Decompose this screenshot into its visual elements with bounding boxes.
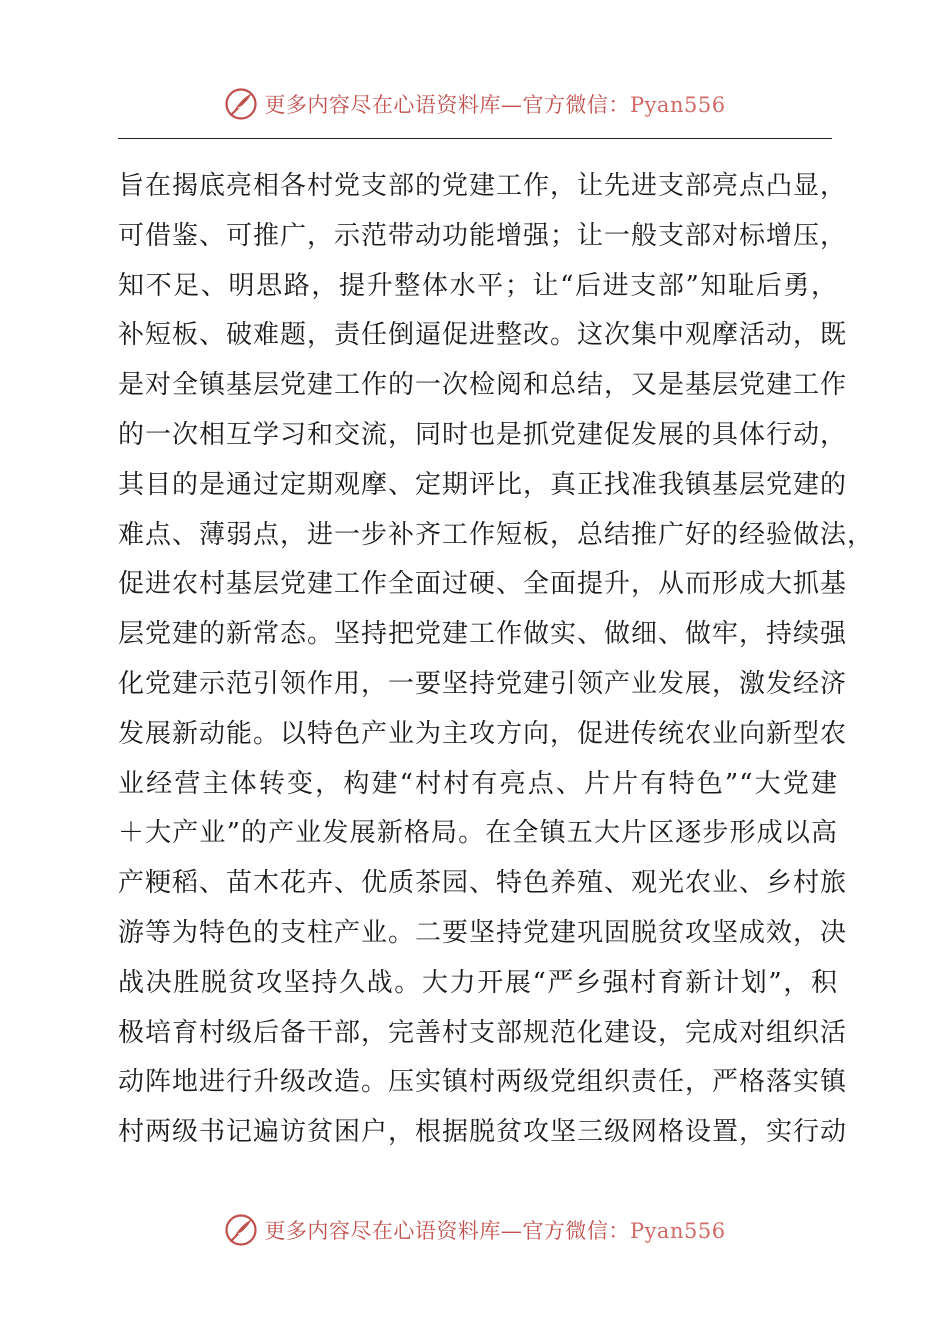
page-header-banner (0, 82, 950, 126)
footer-wechat-id: Pyan556 (629, 1219, 726, 1243)
header-wechat-label: 官方微信： (522, 93, 630, 117)
body-text-line: 发展新动能。以特色产业为主攻方向，促进传统农业向新型农 (118, 718, 848, 749)
body-text-line: 的一次相互学习和交流，同时也是抓党建促发展的具体行动， (118, 419, 848, 450)
header-divider (118, 138, 832, 139)
body-text-line: 化党建示范引领作用，一要坚持党建引领产业发展，激发经济 (118, 668, 848, 699)
header-slogan-text: 更多内容尽在心语资料库— (264, 93, 523, 117)
body-text-line: 战决胜脱贫攻坚持久战。大力开展“严乡强村育新计划”，积 (118, 967, 838, 998)
body-text-line: 产粳稻、苗木花卉、优质茶园、特色养殖、观光农业、乡村旅 (118, 868, 848, 899)
body-text-line: 是对全镇基层党建工作的一次检阅和总结，又是基层党建工作 (118, 370, 848, 401)
page-footer-banner (0, 1208, 950, 1252)
quill-pen-logo-icon (224, 87, 258, 121)
body-text-line: 难点、薄弱点，进一步补齐工作短板，总结推广好的经验做法， (118, 519, 875, 550)
header-wechat-id: Pyan556 (629, 93, 726, 117)
footer-slogan-text: 更多内容尽在心语资料库— (264, 1219, 523, 1243)
body-text-line: 促进农村基层党建工作全面过硬、全面提升，从而形成大抓基 (118, 569, 848, 600)
body-text-line: 业经营主体转变，构建“村村有亮点、片片有特色”“大党建 (118, 768, 838, 799)
body-text-line: 知不足、明思路，提升整体水平；让“后进支部”知耻后勇， (118, 270, 838, 301)
document-body (118, 162, 875, 1158)
body-text-line: 动阵地进行升级改造。压实镇村两级党组织责任，严格落实镇 (118, 1067, 848, 1098)
body-text-line: 极培育村级后备干部，完善村支部规范化建设，完成对组织活 (118, 1017, 848, 1048)
body-text-line: 可借鉴、可推广，示范带动功能增强；让一般支部对标增压， (118, 220, 848, 251)
body-text-line: ＋大产业”的产业发展新格局。在全镇五大片区逐步形成以高 (118, 818, 838, 849)
body-text-line: 层党建的新常态。坚持把党建工作做实、做细、做牢，持续强 (118, 619, 848, 650)
footer-slogan (264, 1215, 725, 1245)
body-text-line: 村两级书记遍访贫困户，根据脱贫攻坚三级网格设置，实行动 (118, 1117, 848, 1148)
body-text-line: 游等为特色的支柱产业。二要坚持党建巩固脱贫攻坚成效，决 (118, 917, 848, 948)
footer-wechat-label: 官方微信： (522, 1219, 630, 1243)
body-text-line: 其目的是通过定期观摩、定期评比，真正找准我镇基层党建的 (118, 469, 848, 500)
body-text-line: 旨在揭底亮相各村党支部的党建工作，让先进支部亮点凸显， (118, 171, 848, 201)
body-text-line: 补短板、破难题，责任倒逼促进整改。这次集中观摩活动，既 (118, 320, 848, 351)
quill-pen-logo-icon (224, 1213, 258, 1247)
header-slogan (264, 89, 725, 119)
